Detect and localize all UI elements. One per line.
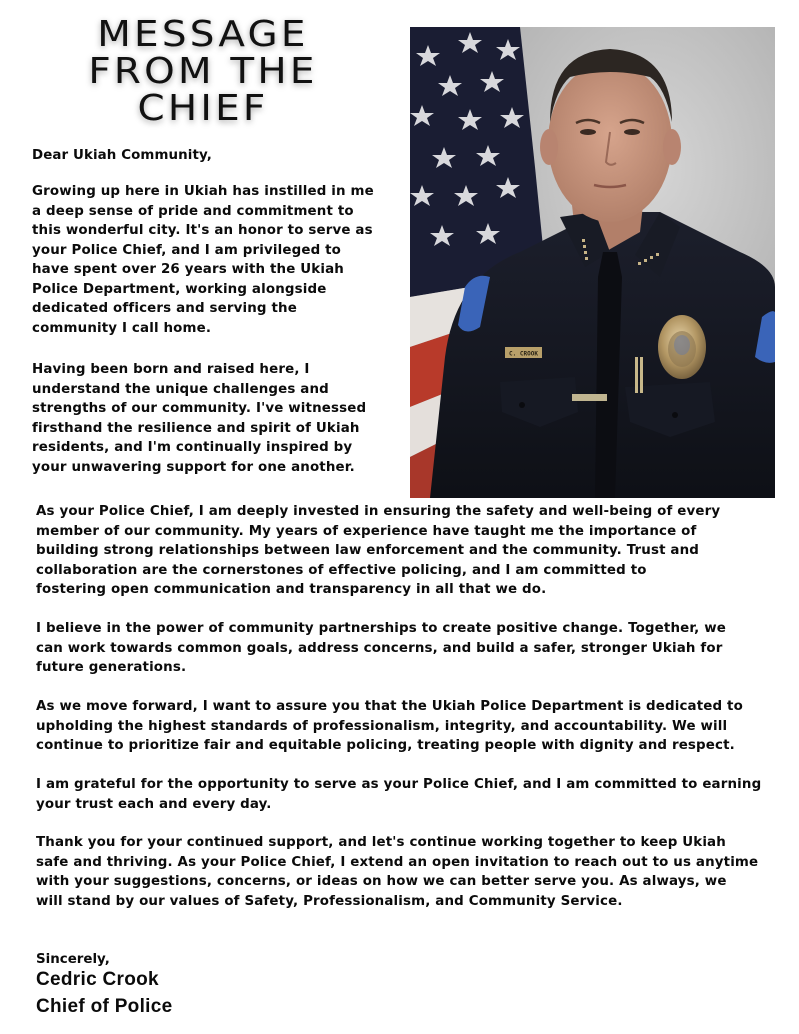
paragraph-partnerships	[36, 619, 726, 678]
text-line: building strong relationships between law enforcement and the community. Trust and	[36, 543, 700, 558]
title-line-3: CHIEF	[137, 88, 269, 129]
text-line: can work towards common goals, address concerns, and build a safer, stronger Ukiah for	[36, 640, 723, 656]
text-line: Having been born and raised here, I	[32, 362, 310, 377]
text-line: As your Police Chief, I am deeply invested in ensuring the safety and well-being of every	[36, 504, 721, 519]
paragraph-standards	[36, 697, 743, 756]
text-line: community I call home.	[32, 320, 212, 336]
text-line: Police Department, working alongside	[32, 281, 327, 297]
text-line: have spent over 26 years with the Ukiah	[32, 262, 344, 277]
text-line: safe and thriving. As your Police Chief, I extend an open invitation to reach out to us anytime	[36, 854, 759, 870]
text-line: this wonderful city. It's an honor to serve as	[32, 223, 373, 238]
text-line: I believe in the power of community partnerships to create positive change. Together, we	[36, 621, 726, 636]
paragraph-commitment	[36, 502, 720, 600]
text-line: fostering open communication and transparency in all that we do.	[36, 582, 547, 597]
text-line: I am grateful for the opportunity to serve as your Police Chief, and I am committed to earning	[36, 777, 762, 792]
text-line: strengths of our community. I've witnessed	[32, 401, 367, 416]
text-line: your trust each and every day.	[36, 796, 272, 812]
text-line: understand the unique challenges and	[32, 381, 329, 397]
text-line: Thank you for your continued support, and let's continue working together to keep Ukiah	[36, 835, 726, 850]
paragraph-thank-you	[36, 833, 758, 911]
page-title	[46, 16, 359, 127]
text-line: your Police Chief, and I am privileged to	[32, 242, 342, 258]
text-line: a deep sense of pride and commitment to	[32, 203, 354, 219]
text-line: with your suggestions, concerns, or ideas on how we can better serve you. As always, we	[36, 874, 727, 889]
text-line: your unwavering support for one another.	[32, 459, 355, 475]
text-line: As we move forward, I want to assure you that the Ukiah Police Department is dedicated to	[36, 699, 743, 714]
text-line: member of our community. My years of experience have taught me the importance of	[36, 523, 697, 539]
text-line: collaboration are the cornerstones of effective policing, and I am committed to	[36, 562, 647, 578]
title-line-2: FROM THE	[88, 51, 318, 92]
text-line: residents, and I'm continually inspired by	[32, 440, 353, 455]
title-line-1: MESSAGE	[97, 14, 309, 55]
text-line: firsthand the resilience and spirit of Ukiah	[32, 420, 360, 436]
signature-title: Chief of Police	[36, 996, 173, 1017]
name-tag-text: C. CROOK	[509, 350, 538, 358]
text-line: upholding the highest standards of professionalism, integrity, and accountability. We will	[36, 718, 728, 734]
text-line: Growing up here in Ukiah has instilled in me	[32, 184, 374, 199]
salutation: Dear Ukiah Community,	[32, 148, 212, 163]
paragraph-born-raised	[32, 360, 366, 477]
text-line: future generations.	[36, 660, 187, 675]
closing: Sincerely,	[36, 952, 110, 967]
signature-name: Cedric Crook	[36, 969, 159, 990]
text-line: will stand by our values of Safety, Professionalism, and Community Service.	[36, 893, 623, 909]
paragraph-upbringing	[32, 182, 374, 338]
paragraph-gratitude	[36, 775, 761, 814]
text-line: dedicated officers and serving the	[32, 301, 297, 316]
chief-portrait-photo	[410, 27, 775, 498]
text-line: continue to prioritize fair and equitable policing, treating people with dignity and respect.	[36, 738, 735, 753]
